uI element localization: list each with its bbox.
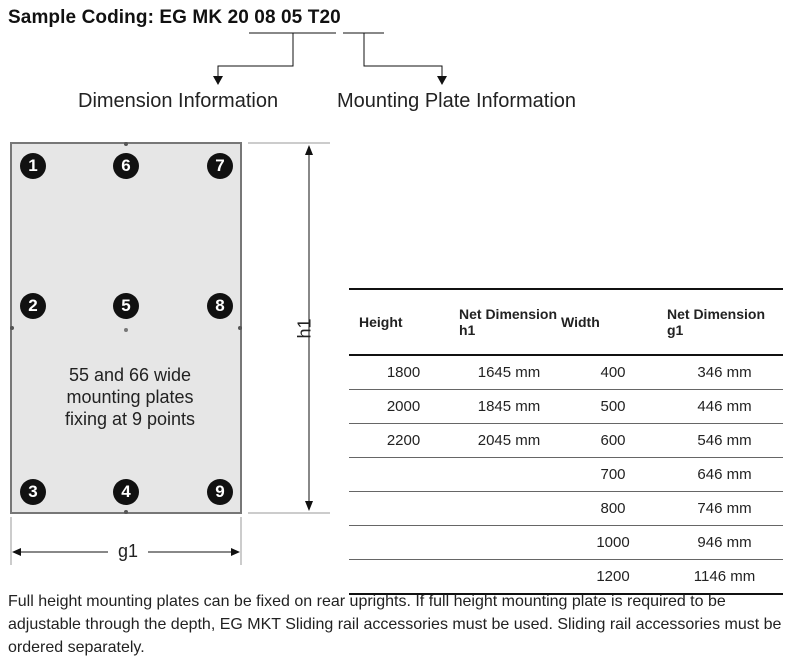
header-height: Height bbox=[359, 314, 403, 330]
title-prefix: Sample Coding: EG MK bbox=[8, 7, 223, 28]
cell-height: 2000 bbox=[349, 390, 458, 424]
table-row bbox=[349, 390, 783, 424]
dim-callout-line bbox=[218, 33, 293, 78]
g1-left-arrow-icon bbox=[12, 548, 21, 556]
cell-net-g1: 446 mm bbox=[666, 390, 783, 424]
table-row bbox=[349, 458, 783, 492]
footnote: Full height mounting plates can be fixed on rear uprights. If full height mounting plate is required to be adjustable through the depth, EG MKT Sliding rail accessories must be used. Sliding rail accessories must be ordered separately. bbox=[8, 593, 782, 656]
cell-net-g1: 1146 mm bbox=[666, 560, 783, 595]
cell-net-h1 bbox=[458, 458, 560, 492]
cell-net-h1: 1645 mm bbox=[458, 355, 560, 390]
fixing-point-7: 7 bbox=[207, 153, 233, 179]
h1-top-arrow-icon bbox=[305, 145, 313, 155]
g1-right-arrow-icon bbox=[231, 548, 240, 556]
cell-width: 800 bbox=[560, 492, 666, 526]
table-row bbox=[349, 526, 783, 560]
cell-height bbox=[349, 458, 458, 492]
cell-height bbox=[349, 492, 458, 526]
dimension-info-label: Dimension Information bbox=[78, 90, 279, 112]
h1-label: h1 bbox=[294, 318, 315, 339]
cell-net-g1: 946 mm bbox=[666, 526, 783, 560]
mounting-plate-info-label: Mounting Plate Information bbox=[337, 90, 577, 112]
cell-net-g1: 746 mm bbox=[666, 492, 783, 526]
fixing-point-4: 4 bbox=[113, 479, 139, 505]
cell-width: 600 bbox=[560, 424, 666, 458]
g1-label: g1 bbox=[118, 541, 139, 561]
dim-callout-arrow-icon bbox=[213, 76, 223, 85]
plate-callout-line bbox=[364, 33, 442, 78]
plate-callout-arrow-icon bbox=[437, 76, 447, 85]
cell-net-g1: 646 mm bbox=[666, 458, 783, 492]
cell-width: 1000 bbox=[560, 526, 666, 560]
cell-width: 1200 bbox=[560, 560, 666, 595]
dimension-table bbox=[349, 288, 783, 595]
cell-net-h1 bbox=[458, 492, 560, 526]
cell-height bbox=[349, 560, 458, 595]
cell-width: 500 bbox=[560, 390, 666, 424]
title-dim-code: 20 08 05 bbox=[227, 7, 303, 28]
header-net-g1: Net Dimension g1 bbox=[667, 306, 766, 338]
header-width: Width bbox=[561, 314, 600, 330]
cell-net-h1 bbox=[458, 526, 560, 560]
cell-net-h1 bbox=[458, 560, 560, 595]
fixing-point-1: 1 bbox=[20, 153, 46, 179]
cell-net-h1: 1845 mm bbox=[458, 390, 560, 424]
plate-description-line: fixing at 9 points bbox=[64, 409, 196, 429]
cell-width: 700 bbox=[560, 458, 666, 492]
fixing-point-5: 5 bbox=[113, 293, 139, 319]
cell-net-h1: 2045 mm bbox=[458, 424, 560, 458]
cell-height: 2200 bbox=[349, 424, 458, 458]
plate-description bbox=[30, 364, 230, 430]
table-header-row bbox=[349, 289, 783, 355]
cell-height: 1800 bbox=[349, 355, 458, 390]
fixing-point-3: 3 bbox=[20, 479, 46, 505]
table-row bbox=[349, 560, 783, 595]
cell-net-g1: 346 mm bbox=[666, 355, 783, 390]
cell-height bbox=[349, 526, 458, 560]
cell-width: 400 bbox=[560, 355, 666, 390]
fixing-point-6: 6 bbox=[113, 153, 139, 179]
plate-description-line: mounting plates bbox=[66, 387, 194, 407]
fixing-point-2: 2 bbox=[20, 293, 46, 319]
table-row bbox=[349, 355, 783, 390]
table-row bbox=[349, 424, 783, 458]
cell-net-g1: 546 mm bbox=[666, 424, 783, 458]
header-net-h1: Net Dimension h1 bbox=[459, 306, 558, 338]
plate-description-line: 55 and 66 wide bbox=[68, 365, 192, 385]
table-row bbox=[349, 492, 783, 526]
fixing-point-8: 8 bbox=[207, 293, 233, 319]
fixing-point-9: 9 bbox=[207, 479, 233, 505]
h1-bottom-arrow-icon bbox=[305, 501, 313, 511]
title-plate-code: T20 bbox=[307, 7, 341, 28]
